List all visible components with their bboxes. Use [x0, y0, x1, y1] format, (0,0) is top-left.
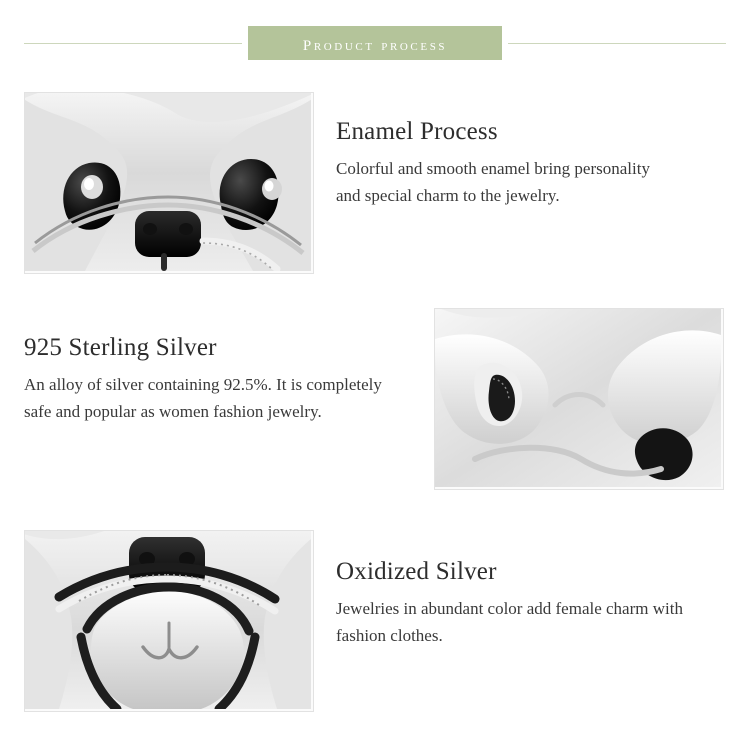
text-oxidized-silver [336, 558, 706, 649]
page-title: product process [302, 30, 448, 55]
image-dog-ear-silver-closeup [434, 308, 724, 490]
header-rule-right [508, 43, 726, 44]
image-dog-muzzle-oxidized-closeup [24, 530, 314, 712]
text-enamel-process [336, 118, 666, 209]
header-banner [248, 26, 502, 60]
body-enamel-process: Colorful and smooth enamel bring personality and special charm to the jewelry. [336, 159, 650, 205]
text-sterling-silver [24, 334, 394, 425]
body-sterling-silver: An alloy of silver containing 92.5%. It is completely safe and popular as women fashion jewelry. [24, 375, 382, 421]
body-oxidized-silver: Jewelries in abundant color add female charm with fashion clothes. [336, 599, 683, 645]
page-header [0, 26, 750, 60]
heading-sterling-silver: 925 Sterling Silver [24, 334, 217, 361]
image-dog-face-closeup-eyes-nose [24, 92, 314, 274]
header-rule-left [24, 43, 242, 44]
heading-enamel-process: Enamel Process [336, 118, 498, 145]
heading-oxidized-silver: Oxidized Silver [336, 558, 497, 585]
